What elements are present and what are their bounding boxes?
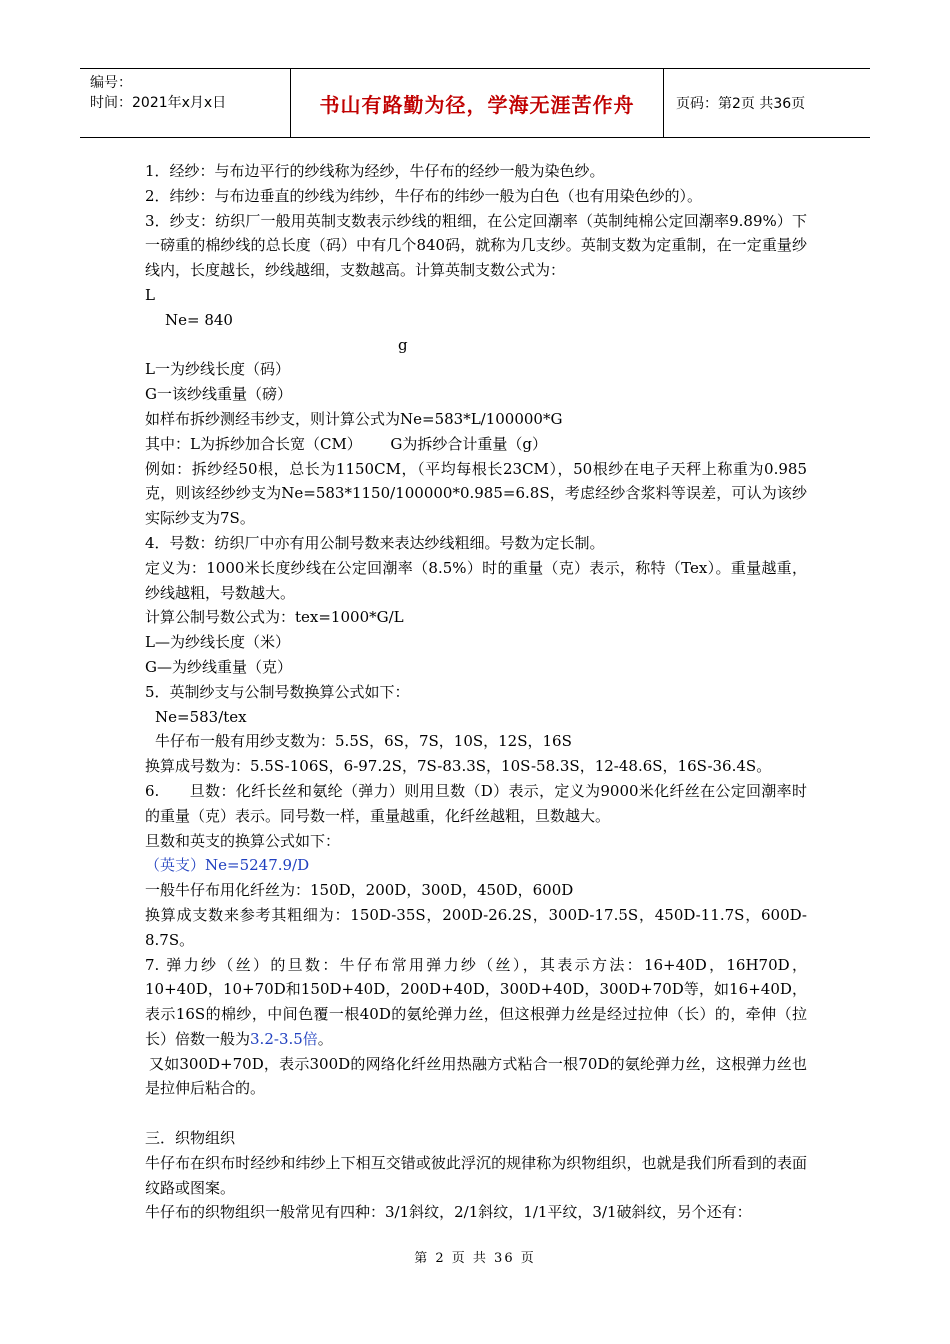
def-l-meter: L—为纱线长度（米） — [145, 633, 290, 652]
section-3-intro: 牛仔布在织布时经纱和纬纱上下相互交错或彼此浮沉的规律称为织物组织，也就是我们所看到的表面纹路或图案。 — [145, 1153, 807, 1197]
item-denier: 6. 旦数：化纤长丝和氨纶（弹力）则用旦数（D）表示，定义为9000米化纤丝在公定回潮率时的重量（克）表示。同号数一样，重量越重，化纤丝越粗，旦数越大。 — [145, 781, 807, 825]
ne-tex-formula: Ne=583/tex — [155, 707, 247, 726]
def-l: L一为纱线长度（码） — [145, 360, 290, 379]
def-g: G一该纱线重量（磅） — [145, 385, 292, 404]
header-motto: 书山有路勤为径，学海无涯苦作舟 — [290, 69, 664, 137]
section-3-types: 牛仔布的织物组织一般常见有四种：3/1斜纹，2/1斜纹，1/1平纹，3/1破斜纹，另个还有： — [145, 1203, 752, 1222]
where-line: 其中：L为拆纱加合长宽（CM） G为拆纱合计重量（g） — [145, 434, 547, 453]
common-denier: 一般牛仔布用化纤丝为：150D，200D，300D，450D，600D — [145, 881, 574, 900]
item-number: 4．号数：纺织厂中亦有用公制号数来表达纱线粗细。号数为定长制。 — [145, 533, 605, 552]
formula-ne: Ne= 840 — [165, 310, 233, 329]
tex-formula: 计算公制号数公式为：tex=1000*G/L — [145, 608, 404, 627]
converted-counts: 换算成号数为：5.5S-106S，6-97.2S，7S-83.3S，10S-58.3S，12-48.6S，16S-36.4S。 — [145, 757, 772, 776]
page-footer: 第 2 页 共 36 页 — [414, 1251, 536, 1266]
formula-g: g — [398, 335, 408, 354]
denier-conversion: 旦数和英支的换算公式如下： — [145, 831, 341, 850]
common-counts: 牛仔布一般有用纱支数为：5.5S，6S，7S，10S，12S，16S — [155, 732, 572, 751]
stretch-end: 。 — [317, 1029, 333, 1048]
item-yarn-count: 3．纱支：纺织厂一般用英制支数表示纱线的粗细，在公定回潮率（英制纯棉公定回潮率9.89%）下一磅重的棉纱线的总长度（码）中有几个840码，就称为几支纱。英制支数为定重制，在一定重量纱线内，长度越长，纱线越细，支数越高。计算英制支数公式为： — [145, 211, 807, 280]
example-paragraph: 例如：拆纱经50根，总长为1150CM，（平均每根长23CM），50根纱在电子天秤上称重为0.985克，则该经纱纱支为Ne=583*1150/100000*0.985=6.8S，考虑经纱含浆料等误差，可认为该纱实际纱支为7S。 — [145, 459, 807, 528]
item-stretch-yarn — [145, 953, 807, 1052]
tex-definition: 定义为：1000米长度纱线在公定回潮率（8.5%）时的重量（克）表示，称特（Tex）。重量越重，纱线越粗，号数越大。 — [145, 558, 807, 602]
section-3-title: 三．织物组织 — [145, 1129, 236, 1148]
sample-formula: 如样布拆纱测经韦纱支，则计算公式为Ne=583*L/100000*G — [145, 409, 563, 428]
document-body — [145, 159, 807, 1225]
serial-label: 编号： — [90, 75, 132, 91]
denier-to-count: 换算成支数来参考其粗细为：150D-35S，200D-26.2S，300D-17.5S，450D-11.7S，600D-8.7S。 — [145, 905, 807, 949]
stretch-text: 7. 弹力纱（丝）的旦数：牛仔布常用弹力纱（丝），其表示方法：16+40D，16H70D，10+40D，10+70D和150D+40D，200D+40D，300D+40D，300D+70D等，如16+40D，表示16S的棉纱，中间色覆一根40D的氨纶弹力丝，但这根弹力丝是经过拉伸（长）的，牵伸（拉长）倍数一般为 — [145, 955, 807, 1048]
ne-denier-formula: （英支）Ne=5247.9/D — [145, 856, 310, 875]
item-conversion: 5．英制纱支与公制号数换算公式如下： — [145, 682, 410, 701]
item-warp: 1．经纱：与布边平行的纱线称为经纱，牛仔布的经纱一般为染色纱。 — [145, 162, 605, 180]
header-meta — [80, 69, 290, 137]
item-weft: 2．纬纱：与布边垂直的纱线为纬纱，牛仔布的纬纱一般为白色（也有用染色纱的）。 — [145, 186, 703, 205]
draft-ratio: 3.2-3.5倍 — [250, 1029, 318, 1048]
formula-l: L — [145, 285, 155, 304]
date-label: 时间：2021年x月x日 — [90, 95, 227, 111]
def-g-gram: G—为纱线重量（克） — [145, 657, 292, 676]
blank-line — [145, 1101, 807, 1126]
header-page-info: 页码：第2页 共36页 — [676, 96, 806, 112]
stretch-example: 又如300D+70D，表示300D的网络化纤丝用热融方式粘合一根70D的氨纶弹力丝，这根弹力丝也是拉伸后粘合的。 — [145, 1054, 807, 1098]
page-header — [80, 68, 870, 138]
